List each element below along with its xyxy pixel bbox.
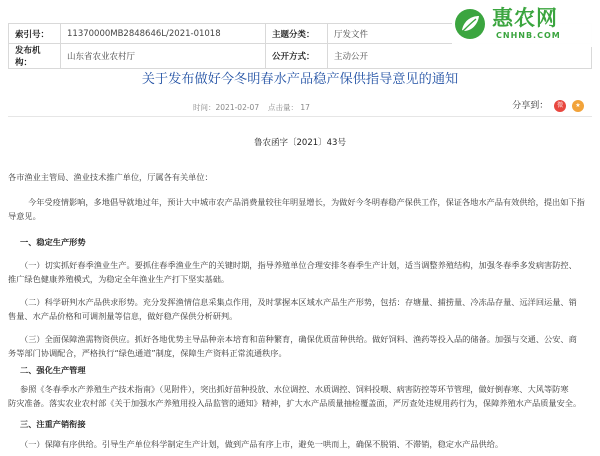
sec1-p2-line-1: （二）科学研判水产品供求形势。充分发挥渔情信息采集点作用，及时掌握本区域水产品生产形势，包括：存塘量、捕捞量、冷冻品存量、远洋回运量、销 <box>20 297 577 307</box>
salutation: 各市渔业主管局、渔业技术推广单位，厅属各有关单位： <box>8 172 213 182</box>
section-3-title: 三、注重产销衔接 <box>20 419 86 429</box>
sec1-p1-line-2: 推广绿色健康养殖模式，为稳定全年渔业生产打下坚实基础。 <box>8 274 230 284</box>
logo-text: 惠农网 <box>492 6 558 30</box>
share-area <box>512 98 584 112</box>
section-1-title: 一、稳定生产形势 <box>20 237 86 247</box>
publicity-value: 主动公开 <box>328 44 592 69</box>
intro-line-1: 今年受疫情影响，多地倡导就地过年，预计大中城市农产品消费量较往年明显增长，为做好今冬明春稳产保供工作，保证各地水产品有效供给，提出如下指 <box>28 197 585 207</box>
sec1-p2-line-2: 售量、水产品价格和可调剂量等信息，做好稳产保供分析研判。 <box>8 311 238 321</box>
issuer-label: 发布机构： <box>9 44 61 69</box>
weibo-share-icon[interactable]: 微 <box>554 100 566 112</box>
publicity-label: 公开方式： <box>266 44 328 69</box>
sec3-p1-line-1: （一）保障有序供给。引导生产单位科学制定生产计划，做到产品有序上市，避免一哄而上，确保不脱销、不滞销，稳定水产品供给。 <box>20 439 504 449</box>
meta-row-2 <box>9 44 592 69</box>
issuer-value: 山东省农业农村厅 <box>61 44 266 69</box>
article-info-bar <box>8 97 592 117</box>
sec2-p1-line-1: 参照《冬春季水产养殖生产技术指南》（见附件），突出抓好苗种投放、水位调控、水质调控、饲料投喂、病害防控等环节管理，做好倒春寒、大风等防寒 <box>20 384 569 394</box>
view-count: 点击量： 17 <box>268 103 310 112</box>
qzone-share-icon[interactable]: ★ <box>572 100 584 112</box>
logo-domain: CNHNB.COM <box>496 31 561 40</box>
category-label: 主题分类： <box>266 24 328 44</box>
leaf-logo-icon <box>454 8 486 40</box>
index-value: 11370000MB2848646L/2021-01018 <box>61 24 266 44</box>
site-logo[interactable] <box>452 3 598 47</box>
intro-line-2: 导意见。 <box>8 211 41 221</box>
article-title: 关于发布做好今冬明春水产品稳产保供指导意见的通知 <box>141 72 459 87</box>
category-value: 厅发文件 <box>328 24 592 44</box>
sec2-p1-line-2: 防灾准备。落实农业农村部《关于加强水产养殖用投入品监管的通知》精神，扩大水产品质量抽检覆盖面，严厉查处违规用药行为，保障养殖水产品质量安全。 <box>8 398 582 408</box>
publish-date: 时间：2021-02-07 <box>193 103 260 112</box>
sec1-p3-line-1: （三）全面保障渔需物资供应。抓好各地优势主导品种亲本培育和苗种繁育，确保优质苗种供给。做好饲料、渔药等投入品的储备。加强与交通、公安、商 <box>20 334 577 344</box>
index-label: 索引号： <box>9 24 61 44</box>
share-label: 分享到： <box>512 101 549 111</box>
section-2-title: 二、强化生产管理 <box>20 365 86 375</box>
document-number: 鲁农函字〔2021〕43号 <box>254 138 346 148</box>
sec1-p3-line-2: 务等部门协调配合，严格执行“绿色通道”制度，保障生产资料正常流通秩序。 <box>8 348 287 358</box>
sec1-p1-line-1: （一）切实抓好春季渔业生产。要抓住春季渔业生产的关键时期，指导养殖单位合理安排冬春季生产计划，适当调整养殖结构，加强冬春季多发病害防控、 <box>20 260 577 270</box>
